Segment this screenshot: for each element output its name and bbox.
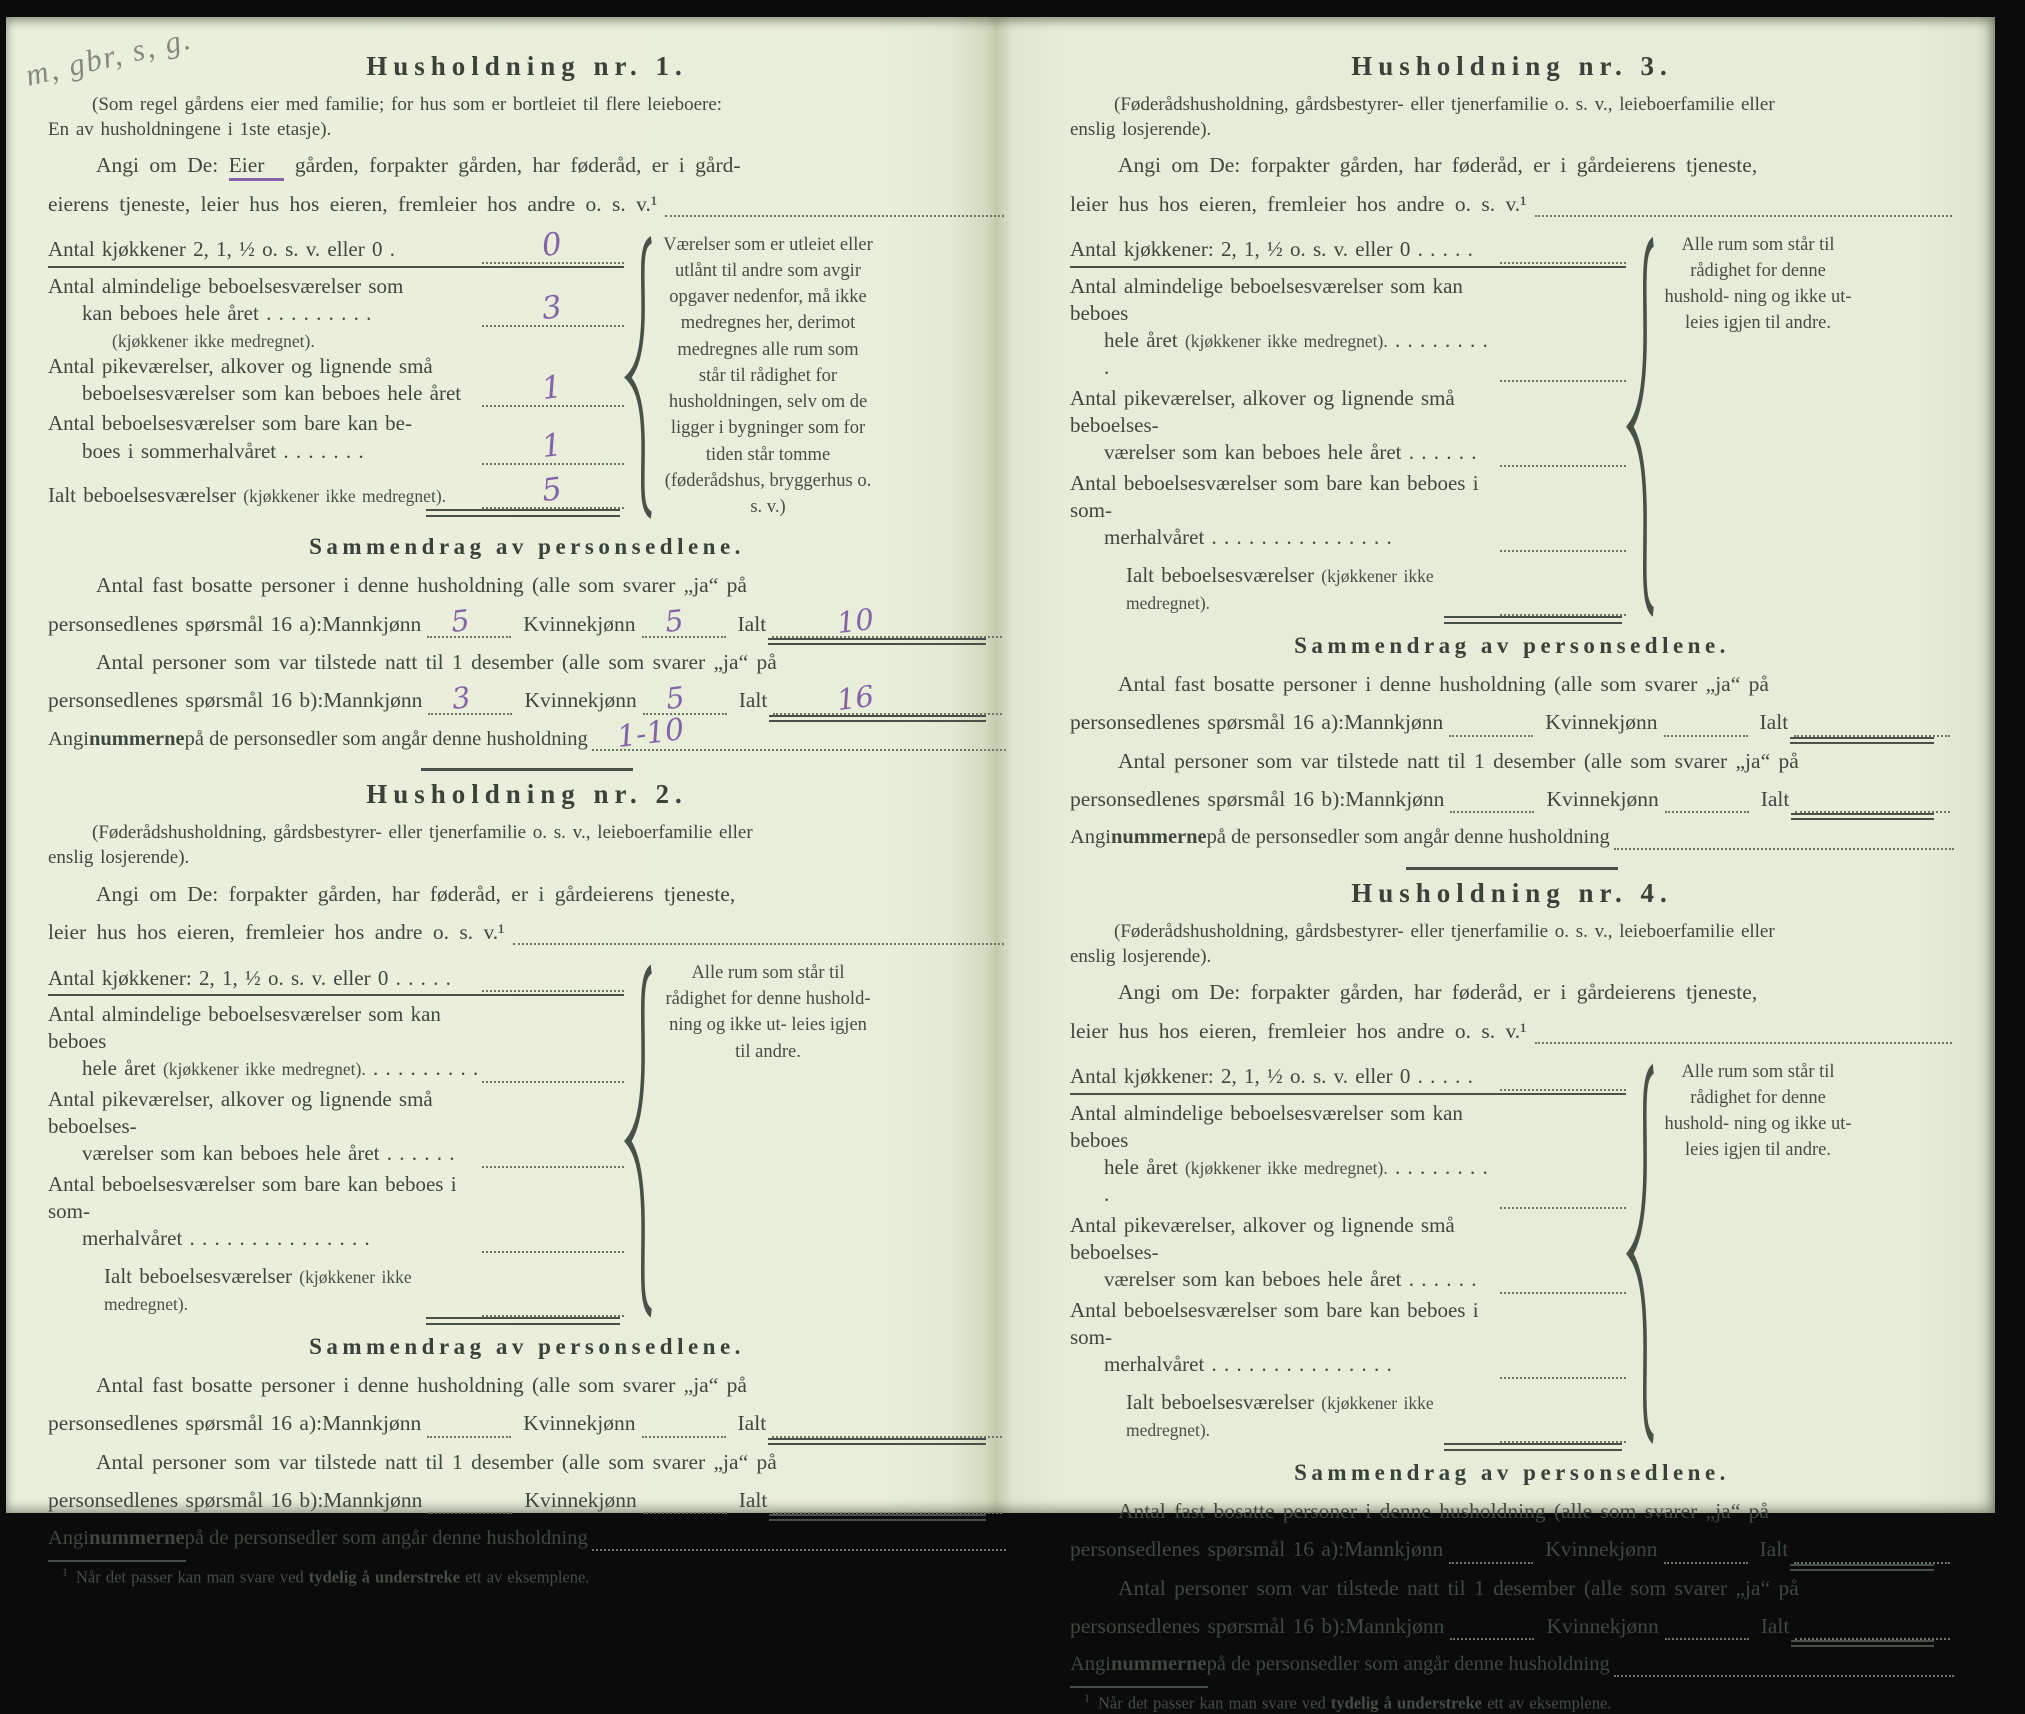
question-kitchens: Antal kjøkkener: 2, 1, ½ o. s. v. eller 0 . . . . . xyxy=(1070,1057,1626,1095)
household-section-2: Husholdning nr. 2. (Føderådshusholdning, gårdsbestyrer- eller tjenerfamilie o. s. v., leieboerfamilie eller enslig losjerende). Angi om De: forpakter gården, har føderåd, er i gårdeierens tjeneste, leier hus hos eieren, fremleier hos andre o. s. v.¹ Antal kjøkkener: 2, 1, ½ o. s. v. eller 0 . . . . . Antal almindelige beboelsesværelser som kan beboes hele året (kjøkkener ikke medregnet). . . . . . . . . . Antal pikeværelser, alkover og lignende små beboelses- værelser som kan beboes hele året . . . . . . Antal beboelsesværelser som bare kan beboes i som- merhalvåret . . . . . . . . . . . . . . . Ialt beboelsesværelser (kjøkkener ikke medregnet). Alle rum som står til rådighet for denne hushold- ning og ikke ut- leies igjen til andre. Sammendrag av personsedlene. Antal fast bosatte personer i denne husholdning (alle som svarer „ja“ på personsedlenes spørsmål 16 a): Mannkjønn Kvinnekjønn Ialt Antal personer som var tilstede natt til 1 desember (alle som svarer „ja“ på personsedlenes spørsmål 16 b): Mannkjønn Kvinnekjønn Ialt Angi nummerne på de personsedler som angår denne husholdning xyxy=(48,779,1006,1556)
handwritten-value: 1 xyxy=(539,369,564,408)
question-summer-rooms: Antal beboelsesværelser som bare kan beboes i som- merhalvåret . . . . . . . . . . . . . . . xyxy=(1070,1297,1626,1379)
field-kvinnekjonn-16b xyxy=(643,679,727,716)
sidenote-available-rooms: Alle rum som står til rådighet for denne hushold- ning og ikke ut- leies igjen til andre. xyxy=(1664,1061,1852,1161)
household-1-questions: Antal kjøkkener 2, 1, ½ o. s. v. eller 0 . 0 Antal almindelige beboelsesværelser som kan beboes hele året . . . . . . . . . 3 (kjøkkener ikke medregnet). Antal pikeværelser, alkover og lignende små beboelsesværelser som kan beboes hele året 1 Antal beboelsesværelser som bare kan be- boes i sommerhalvåret . . . . . . . 1 Ialt beboelsesværelser (kjøkkener ikke medregnet). 5 Værelser som er utleiet eller utlånt til andre som avgir opgaver nedenfor, må ikke medregnes her, derimot medregnes alle rum som står til rådighet for husholdningen, selv om de ligger i bygninger som for tiden står tomme (føderådshus, bryggerhus o. s. v.) xyxy=(48,230,1006,521)
household-4-title: Husholdning nr. 4. xyxy=(1351,878,1673,908)
field-ialt-16b xyxy=(773,678,1002,717)
summary-1-16a: personsedlenes spørsmål 16 a): Mannkjønn 5 Kvinnekjønn 5 Ialt 10 xyxy=(48,605,1006,643)
field-mannkjonn-16a xyxy=(427,1410,511,1438)
question-maid-rooms: Antal pikeværelser, alkover og lignende små beboelses- værelser som kan beboes hele året . . . . . . xyxy=(1070,1212,1626,1294)
household-1-title: Husholdning nr. 1. xyxy=(366,51,688,81)
question-total-rooms: Ialt beboelsesværelser (kjøkkener ikke medregnet). xyxy=(1070,1389,1626,1444)
handwritten-value: 1 xyxy=(539,426,564,466)
curly-brace xyxy=(1626,1061,1656,1447)
field-kvinnekjonn-16b xyxy=(643,1486,727,1514)
label-kvinnekjonn: Kvinnekjønn xyxy=(524,688,637,713)
label-kvinnekjonn: Kvinnekjønn xyxy=(523,611,636,636)
household-4-angi: Angi om De: forpakter gården, har føderåd, er i gårdeierens tjeneste, leier hus hos eieren, fremleier hos andre o. s. v.¹ xyxy=(1070,973,1954,1050)
handwritten-value: 5 xyxy=(539,470,564,510)
summary-2-16b: personsedlenes spørsmål 16 b): Mannkjønn Kvinnekjønn Ialt xyxy=(48,1481,1006,1519)
field-personsedler-numbers xyxy=(592,712,1006,756)
dotted-leader xyxy=(513,943,1004,945)
summary-1-numbers: Angi nummerne på de personsedler som angår denne husholdning 1-10 xyxy=(48,722,1006,757)
field-ialt-16a xyxy=(1794,1536,1950,1564)
question-ordinary-rooms: Antal almindelige beboelsesværelser som kan beboes hele året (kjøkkener ikke medregnet). . . . . . . . . . xyxy=(1070,1100,1626,1209)
summary-2-16a: personsedlenes spørsmål 16 a): Mannkjønn Kvinnekjønn Ialt xyxy=(48,1404,1006,1442)
question-summer-rooms: Antal beboelsesværelser som bare kan beboes i som- merhalvåret . . . . . . . . . . . . . . . xyxy=(1070,470,1626,552)
answer-field-maid-rooms xyxy=(482,369,624,408)
question-summer-rooms: Antal beboelsesværelser som bare kan beboes i som- merhalvåret . . . . . . . . . . . . . . . xyxy=(48,1171,624,1253)
answer-field-kitchens xyxy=(1500,230,1626,264)
field-kvinnekjonn-16a xyxy=(642,602,726,639)
field-mannkjonn-16b xyxy=(1450,785,1534,813)
summary-3-16a: personsedlenes spørsmål 16 a): Mannkjønn Kvinnekjønn Ialt xyxy=(1070,703,1954,741)
field-mannkjonn-16b xyxy=(428,679,512,716)
summary-3-16b: personsedlenes spørsmål 16 b): Mannkjønn Kvinnekjønn Ialt xyxy=(1070,780,1954,818)
summary-3-numbers: Angi nummerne på de personsedler som angår denne husholdning xyxy=(1070,820,1954,855)
summary-heading-1: Sammendrag av personsedlene. xyxy=(309,534,745,560)
handwritten-value: 3 xyxy=(539,289,564,328)
summary-4-16b: personsedlenes spørsmål 16 b): Mannkjønn Kvinnekjønn Ialt xyxy=(1070,1607,1954,1645)
summary-heading-4: Sammendrag av personsedlene. xyxy=(1294,1460,1730,1486)
answer-field-summer-rooms xyxy=(482,1219,624,1253)
answer-field-summer-rooms xyxy=(1500,518,1626,552)
question-total-rooms: Ialt beboelsesværelser (kjøkkener ikke medregnet). xyxy=(48,1263,624,1318)
question-total-rooms: Ialt beboelsesværelser (kjøkkener ikke medregnet). xyxy=(1070,562,1626,617)
household-1-intro: (Som regel gårdens eier med familie; for hus som er bortleiet til flere leieboere: En av husholdningene i 1ste etasje). xyxy=(48,94,723,141)
household-2-title: Husholdning nr. 2. xyxy=(366,779,688,810)
handwritten-value: 16 xyxy=(835,678,877,717)
answer-field-maid-rooms xyxy=(482,1134,624,1168)
footnote-left: $^1$ Når det passer kan man svare ved tydelig å understreke ett av eksemplene. xyxy=(48,1560,1006,1588)
household-3-angi: Angi om De: forpakter gården, har føderåd, er i gårdeierens tjeneste, leier hus hos eieren, fremleier hos andre o. s. v.¹ xyxy=(1070,146,1954,223)
handwritten-value: 1-10 xyxy=(614,712,686,756)
field-personsedler-numbers xyxy=(1614,822,1954,850)
sidenote-rented-rooms: Værelser som er utleiet eller utlånt til andre som avgir opgaver nedenfor, må ikke medregnes her, derimot medregnes alle rum som står til rådighet for husholdningen, selv om de ligger i bygninger som for tiden står tomme (føderådshus, bryggerhus o. s. v.) xyxy=(663,234,873,518)
field-mannkjonn-16b xyxy=(428,1486,512,1514)
summary-heading-2: Sammendrag av personsedlene. xyxy=(309,1334,745,1360)
summary-1-16b: personsedlenes spørsmål 16 b): Mannkjønn 3 Kvinnekjønn 5 Ialt 16 xyxy=(48,681,1006,719)
question-maid-rooms: Antal pikeværelser, alkover og lignende små beboelses- værelser som kan beboes hele året . . . . . . xyxy=(48,1086,624,1168)
sidenote-available-rooms: Alle rum som står til rådighet for denne hushold- ning og ikke ut- leies igjen til andre. xyxy=(665,962,871,1062)
answer-field-total-rooms xyxy=(482,470,624,510)
handwritten-value: 5 xyxy=(664,679,687,716)
question-maid-rooms: Antal pikeværelser, alkover og lignende små beboelsesværelser som kan beboes hele året 1 xyxy=(48,353,624,408)
summary-2-numbers: Angi nummerne på de personsedler som angår denne husholdning xyxy=(48,1521,1006,1556)
curly-brace xyxy=(624,234,654,521)
field-mannkjonn-16b xyxy=(1450,1612,1534,1640)
answer-field-summer-rooms xyxy=(1500,1345,1626,1379)
field-kvinnekjonn-16a xyxy=(1664,709,1748,737)
household-3-intro: (Føderådshusholdning, gårdsbestyrer- eller tjenerfamilie o. s. v., leieboerfamilie eller enslig losjerende). xyxy=(1070,94,1775,141)
sidenote-available-rooms: Alle rum som står til rådighet for denne hushold- ning og ikke ut- leies igjen til andre. xyxy=(1664,234,1852,334)
field-ialt-16a xyxy=(772,601,1002,641)
question-kitchens: Antal kjøkkener: 2, 1, ½ o. s. v. eller 0 . . . . . xyxy=(1070,230,1626,268)
field-personsedler-numbers xyxy=(592,1523,1006,1551)
household-section-4: Husholdning nr. 4. (Føderådshusholdning, gårdsbestyrer- eller tjenerfamilie o. s. v., leieboerfamilie eller enslig losjerende). Angi om De: forpakter gården, har føderåd, er i gårdeierens tjeneste, leier hus hos eieren, fremleier hos andre o. s. v.¹ Antal kjøkkener: 2, 1, ½ o. s. v. eller 0 . . . . . Antal almindelige beboelsesværelser som kan beboes hele året (kjøkkener ikke medregnet). . . . . . . . . . Antal pikeværelser, alkover og lignende små beboelses- værelser som kan beboes hele året . . . . . . Antal beboelsesværelser som bare kan beboes i som- merhalvåret . . . . . . . . . . . . . . . Ialt beboelsesværelser (kjøkkener ikke medregnet). Alle rum som står til rådighet for denne hushold- ning og ikke ut- leies igjen til andre. Sammendrag av personsedlene. Antal fast bosatte personer i denne husholdning (alle som svarer „ja“ på personsedlenes spørsmål 16 a): Mannkjønn Kvinnekjønn Ialt Antal personer som var tilstede natt til 1 desember (alle som svarer „ja“ på personsedlenes spørsmål 16 b): Mannkjønn Kvinnekjønn Ialt Angi nummerne på de personsedler som angår denne husholdning xyxy=(1070,878,1954,1682)
answer-field-total-rooms xyxy=(1500,582,1626,616)
answer-field-kitchens xyxy=(1500,1057,1626,1091)
household-2-questions xyxy=(48,958,1006,1320)
field-personsedler-numbers xyxy=(1614,1649,1954,1677)
answer-field-ordinary-rooms xyxy=(1500,348,1626,382)
question-kitchens: Antal kjøkkener: 2, 1, ½ o. s. v. eller 0 . . . . . xyxy=(48,958,624,996)
field-kvinnekjonn-16b xyxy=(1665,785,1749,813)
answer-field-kitchens xyxy=(482,958,624,992)
question-maid-rooms: Antal pikeværelser, alkover og lignende små beboelses- værelser som kan beboes hele året . . . . . . xyxy=(1070,385,1626,467)
question-ordinary-rooms: Antal almindelige beboelsesværelser som kan beboes hele året (kjøkkener ikke medregnet). . . . . . . . . . xyxy=(48,1001,624,1083)
pencil-annotation: m, gbr, s, g. xyxy=(22,20,196,93)
summary-4-numbers: Angi nummerne på de personsedler som angår denne husholdning xyxy=(1070,1647,1954,1682)
summary-heading-3: Sammendrag av personsedlene. xyxy=(1294,633,1730,659)
household-3-questions xyxy=(1070,230,1954,620)
field-ialt-16b xyxy=(1795,1612,1950,1640)
field-kvinnekjonn-16b xyxy=(1665,1612,1749,1640)
household-2-angi: Angi om De: forpakter gården, har føderåd, er i gårdeierens tjeneste, leier hus hos eieren, fremleier hos andre o. s. v.¹ xyxy=(48,875,1006,952)
label-mannkjonn: Mannkjønn xyxy=(323,688,423,713)
label-mannkjonn: Mannkjønn xyxy=(322,611,422,636)
handwritten-value: 10 xyxy=(834,601,876,641)
label-ialt: Ialt xyxy=(737,611,767,636)
field-kvinnekjonn-16a xyxy=(642,1410,726,1438)
label-ialt: Ialt xyxy=(738,688,768,713)
field-ialt-16a xyxy=(1794,709,1950,737)
dotted-leader xyxy=(1535,215,1952,217)
summary-1-line-a1: Antal fast bosatte personer i denne husholdning (alle som svarer „ja“ på xyxy=(96,573,747,598)
dotted-leader xyxy=(665,215,1004,217)
summary-1-line-b1: Antal personer som var tilstede natt til 1 desember (alle som svarer „ja“ på xyxy=(96,649,777,674)
question-total-rooms: Ialt beboelsesværelser (kjøkkener ikke medregnet). 5 xyxy=(48,475,624,509)
section-divider xyxy=(421,768,633,771)
question-summer-rooms: Antal beboelsesværelser som bare kan be- boes i sommerhalvåret . . . . . . . 1 xyxy=(48,410,624,465)
answer-field-ordinary-rooms xyxy=(482,289,624,328)
handwritten-value: 5 xyxy=(448,602,472,639)
question-kitchens: Antal kjøkkener 2, 1, ½ o. s. v. eller 0 . 0 xyxy=(48,230,624,268)
household-1-angi: Angi om De: Eier gården, forpakter gården, har føderåd, er i gård- eierens tjeneste, leier hus hos eieren, fremleier hos andre o. s. v.¹ xyxy=(48,146,1006,223)
answer-field-maid-rooms xyxy=(1500,433,1626,467)
question-ordinary-rooms: Antal almindelige beboelsesværelser som kan beboes hele året (kjøkkener ikke medregnet). . . . . . . . . . xyxy=(1070,273,1626,382)
summary-4-16a: personsedlenes spørsmål 16 a): Mannkjønn Kvinnekjønn Ialt xyxy=(1070,1530,1954,1568)
handwritten-value: 5 xyxy=(662,602,686,639)
answer-field-total-rooms xyxy=(482,1283,624,1317)
curly-brace xyxy=(624,962,654,1320)
household-4-intro: (Føderådshusholdning, gårdsbestyrer- eller tjenerfamilie o. s. v., leieboerfamilie eller enslig losjerende). xyxy=(1070,921,1775,968)
field-ialt-16b xyxy=(773,1486,1002,1514)
answer-field-ordinary-rooms xyxy=(1500,1175,1626,1209)
household-2-intro: (Føderådshusholdning, gårdsbestyrer- eller tjenerfamilie o. s. v., leieboerfamilie eller enslig losjerende). xyxy=(48,822,753,869)
household-section-3: Husholdning nr. 3. (Føderådshusholdning, gårdsbestyrer- eller tjenerfamilie o. s. v., leieboerfamilie eller enslig losjerende). Angi om De: forpakter gården, har føderåd, er i gårdeierens tjeneste, leier hus hos eieren, fremleier hos andre o. s. v.¹ Antal kjøkkener: 2, 1, ½ o. s. v. eller 0 . . . . . Antal almindelige beboelsesværelser som kan beboes hele året (kjøkkener ikke medregnet). . . . . . . . . . Antal pikeværelser, alkover og lignende små beboelses- værelser som kan beboes hele året . . . . . . Antal beboelsesværelser som bare kan beboes i som- merhalvåret . . . . . . . . . . . . . . . Ialt beboelsesværelser (kjøkkener ikke medregnet). Alle rum som står til rådighet for denne hushold- ning og ikke ut- leies igjen til andre. Sammendrag av personsedlene. Antal fast bosatte personer i denne husholdning (alle som svarer „ja“ på personsedlenes spørsmål 16 a): Mannkjønn Kvinnekjønn Ialt Antal personer som var tilstede natt til 1 desember (alle som svarer „ja“ på personsedlenes spørsmål 16 b): Mannkjønn Kvinnekjønn Ialt Angi nummerne på de personsedler som angår denne husholdning xyxy=(1070,51,1954,870)
household-3-title: Husholdning nr. 3. xyxy=(1351,51,1673,81)
footnote-right: $^1$ Når det passer kan man svare ved tydelig å understreke ett av eksemplene. xyxy=(1070,1686,1954,1714)
answer-field-summer-rooms xyxy=(482,426,624,466)
footnote-rule xyxy=(1070,1686,1208,1688)
household-4-questions xyxy=(1070,1057,1954,1447)
pen-underline-eier: Eier xyxy=(229,153,285,181)
question-ordinary-rooms: Antal almindelige beboelsesværelser som kan beboes hele året . . . . . . . . . 3 xyxy=(48,273,624,328)
footnote-rule xyxy=(48,1560,186,1562)
page-right xyxy=(1040,17,1966,1713)
field-ialt-16b xyxy=(1795,785,1950,813)
field-mannkjonn-16a xyxy=(1449,709,1533,737)
book-spread xyxy=(6,17,1995,1713)
answer-field-kitchens xyxy=(482,225,624,264)
field-mannkjonn-16a xyxy=(1449,1536,1533,1564)
section-divider xyxy=(1406,867,1618,870)
answer-field-total-rooms xyxy=(1500,1409,1626,1443)
handwritten-value: 0 xyxy=(539,225,564,264)
answer-field-ordinary-rooms xyxy=(482,1049,624,1083)
household-section-1 xyxy=(48,51,1006,771)
page-left xyxy=(6,17,1016,1587)
curly-brace xyxy=(1626,234,1656,620)
field-ialt-16a xyxy=(772,1410,1002,1438)
field-kvinnekjonn-16a xyxy=(1664,1536,1748,1564)
handwritten-value: 3 xyxy=(449,679,473,716)
field-mannkjonn-16a xyxy=(427,602,511,639)
answer-field-maid-rooms xyxy=(1500,1260,1626,1294)
dotted-leader xyxy=(1535,1042,1952,1044)
